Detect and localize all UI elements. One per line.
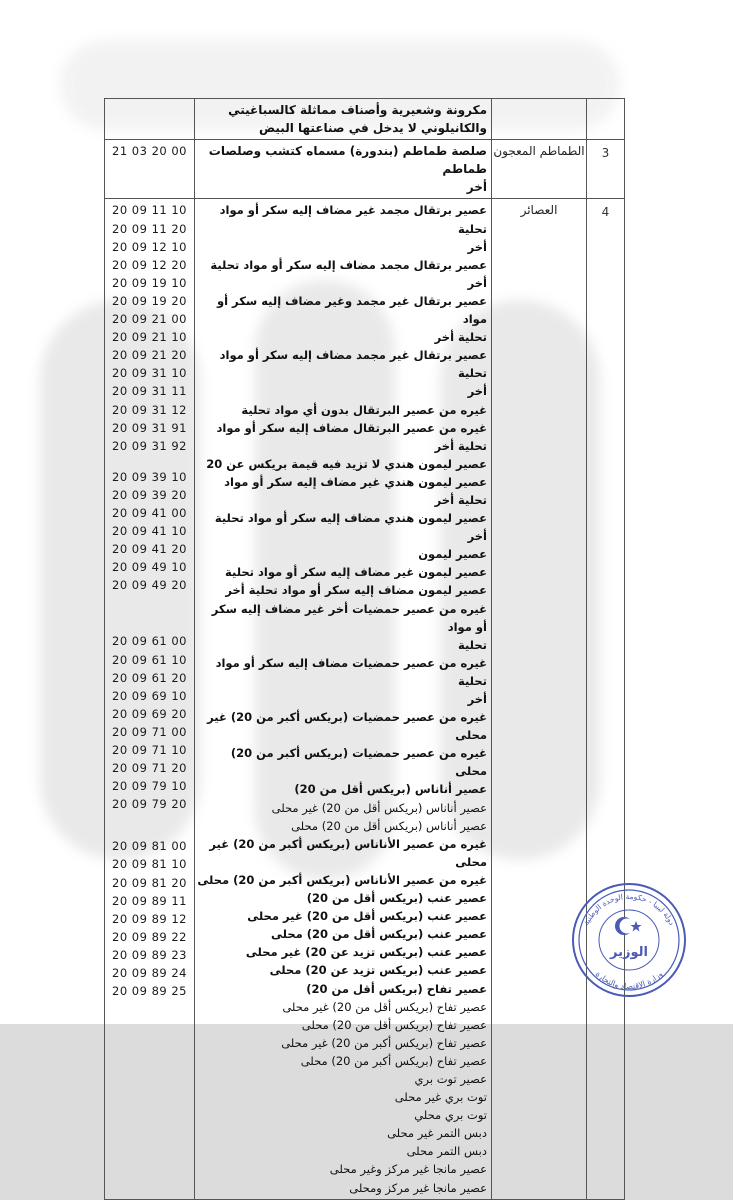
row-number: 3	[601, 146, 610, 161]
tariff-code: 20 09 49 10	[112, 560, 187, 575]
tariff-code: 20 09 21 00	[112, 312, 187, 327]
description-line: أخر	[467, 239, 487, 254]
description-line: توت بري محلي	[414, 1108, 487, 1123]
description-line: أخر	[467, 384, 487, 399]
tariff-code: 20 09 31 91	[112, 420, 187, 435]
tariff-code: 20 09 31 10	[112, 366, 187, 381]
tariff-code: 20 09 89 24	[112, 966, 187, 981]
tariff-code: 20 09 69 20	[112, 706, 187, 721]
product-name: العصائر	[520, 203, 558, 218]
description-line: عصير عنب (بريكس أقل من 20)	[306, 891, 487, 906]
table-row	[105, 99, 625, 140]
description-line: عصير برتقال غير مجمد وغير مضاف إليه سكر أو مواد	[216, 293, 487, 327]
description-line: مكرونة وشعيرية وأصناف مماثلة كالسباغيتي	[228, 103, 487, 117]
description-line: غيره من عصير حمضيات أخر غير مضاف إليه سكر أو مواد	[211, 601, 487, 634]
description-line: عصير تفاح (بريكس أكبر من 20) محلى	[300, 1053, 487, 1068]
description-line: غيره من عصير البرتقال بدون أي مواد تحلية	[241, 402, 487, 417]
official-seal	[566, 880, 692, 1000]
tariff-code: 20 09 79 20	[112, 797, 187, 812]
tariff-code: 20 09 71 10	[112, 743, 187, 757]
description-line: عصير توت بري	[414, 1071, 487, 1086]
description-line: توت بري غير محلى	[394, 1090, 487, 1105]
tariff-code: 20 09 12 10	[112, 239, 187, 254]
description-list	[195, 199, 491, 1198]
product-name: الطماطم المعجون	[493, 144, 585, 159]
description-cell	[195, 99, 492, 140]
description-line: عصير عنب (بريكس تزيد عن 20) غير محلى	[245, 945, 487, 960]
tariff-code: 20 09 12 20	[112, 257, 187, 272]
svg-text:وزارة الاقتصاد والتجارة	[594, 969, 665, 991]
seal-top-text: دولة ليبيا - حكومة الوحدة الوطنية	[581, 891, 677, 927]
tariff-code: 20 09 41 00	[112, 505, 187, 520]
tariff-code: 20 09 71 20	[112, 761, 187, 776]
description-line: عصير أناناس (بريكس أقل من 20) غير محلى	[271, 800, 487, 815]
description-line: تحلية	[458, 637, 487, 652]
description-line: عصير ليمون هندي غير مضاف إليه سكر أو مواد تحلية أخر	[224, 474, 487, 507]
description-line: عصير تفاح (بريكس أكبر من 20) غير محلى	[281, 1035, 487, 1050]
tariff-code: 20 09 89 23	[112, 947, 187, 962]
tariff-code: 20 09 89 22	[112, 929, 187, 944]
description-line: عصير عنب (بريكس تزيد عن 20) محلى	[269, 963, 487, 978]
code-cell	[105, 140, 195, 199]
description-line: غيره من عصير الأناناس (بريكس أكبر من 20) غير محلى	[209, 836, 487, 869]
description-line: عصير أناناس (بريكس أقل من 20)	[294, 782, 487, 797]
description-line: دبس التمر محلى	[406, 1144, 487, 1159]
description-cell	[195, 199, 492, 1199]
tariff-code: 20 09 71 00	[112, 724, 187, 739]
description-line: عصير مانجا غير مركز ومحلى	[349, 1180, 487, 1195]
crescent-star-icon	[615, 917, 642, 935]
number-cell	[587, 140, 625, 199]
tariff-code: 20 09 19 10	[112, 275, 187, 290]
table-row	[105, 140, 625, 199]
tariff-code: 20 09 39 20	[112, 487, 187, 502]
tariff-code: 20 09 49 20	[112, 578, 187, 593]
tariff-code: 20 09 61 20	[112, 670, 187, 685]
tariff-code: 20 09 19 20	[112, 293, 187, 308]
description-line: أخر	[467, 692, 487, 706]
tariff-code: 20 09 21 10	[112, 330, 187, 345]
seal-center-text: الوزير	[610, 945, 648, 960]
description-line: عصير ليمون هندي مضاف إليه سكر أو مواد تحلية أخر	[214, 511, 487, 544]
code-list	[105, 199, 194, 1000]
tariff-code: 20 09 69 10	[112, 688, 187, 703]
description-line: صلصة طماطم (بندورة) مسماه كتشب وصلصات طماطم	[208, 144, 487, 177]
description-line: عصير ليمون مضاف إليه سكر أو مواد تحلية أخر	[225, 583, 487, 598]
tariff-code: 20 09 89 25	[112, 984, 187, 999]
tariff-code: 20 09 31 92	[112, 438, 187, 453]
description-line: دبس التمر غير محلى	[387, 1126, 487, 1141]
tariff-code: 20 09 61 10	[112, 652, 187, 667]
description-line: عصير برتقال غير مجمد مضاف إليه سكر أو مواد تحلية	[219, 348, 487, 381]
description-line: عصير برتقال مجمد مضاف إليه سكر أو مواد تحلية أخر	[210, 257, 487, 290]
tariff-code: 20 09 11 20	[112, 221, 187, 236]
tariff-code: 20 09 11 10	[112, 203, 187, 218]
description-line: والكانيلوني لا يدخل في صناعتها البيض	[259, 121, 487, 136]
tariff-code: 20 09 21 20	[112, 348, 187, 363]
description-line: عصير ليمون غير مضاف إليه سكر أو مواد تحلية	[225, 565, 487, 580]
tariff-code: 20 09 61 00	[112, 634, 187, 649]
name-cell	[492, 199, 587, 1199]
tariff-table	[104, 98, 625, 1200]
description-line: عصير مانجا غير مركز وغير محلى	[329, 1162, 487, 1177]
code-cell	[105, 199, 195, 1199]
row-number: 4	[601, 205, 610, 220]
tariff-code: 20 09 81 20	[112, 875, 187, 890]
seal-bottom-text: وزارة الاقتصاد والتجارة	[593, 969, 665, 992]
tariff-code: 20 09 89 11	[112, 893, 187, 908]
description-line: عصير برتقال مجمد غير مضاف إليه سكر أو مواد تحلية	[219, 203, 487, 236]
tariff-code: 20 09 39 10	[112, 469, 187, 484]
description-line: عصير تفاح (بريكس أقل من 20) غير محلى	[282, 999, 487, 1014]
table-row	[105, 199, 625, 1199]
description-line: أخر	[466, 180, 487, 195]
number-cell	[587, 99, 625, 140]
tariff-code: 20 09 79 10	[112, 779, 187, 794]
tariff-code: 20 09 41 10	[112, 524, 187, 539]
name-cell	[492, 140, 587, 199]
spacer	[105, 455, 194, 468]
tariff-code: 21 03 20 00	[112, 144, 187, 159]
tariff-code: 20 09 31 11	[112, 384, 187, 399]
description-line: غيره من عصير الأناناس (بريكس أكبر من 20) محلى	[197, 872, 487, 887]
spacer	[105, 813, 194, 837]
description-cell	[195, 140, 492, 199]
description-line: غيره من عصير البرتقال مضاف إليه سكر أو مواد تحلية أخر	[216, 420, 487, 453]
spacer	[105, 594, 194, 632]
name-cell	[492, 99, 587, 140]
description-line: عصير عنب (بريكس أقل من 20) غير محلى	[247, 909, 487, 924]
tariff-code: 20 09 81 10	[112, 857, 187, 872]
description-line: عصير أناناس (بريكس أقل من 20) محلى	[291, 818, 487, 833]
code-cell	[105, 99, 195, 140]
description-line: عصير ليمون هندي لا تزيد فيه قيمة بريكس عن 20	[206, 456, 487, 471]
description-line: عصير ليمون	[418, 547, 487, 562]
description-line: تحلية أخر	[434, 330, 487, 345]
description-line: غيره من عصير حمضيات (بريكس أكبر من 20) محلى	[230, 746, 487, 779]
description-line: محلى	[455, 728, 487, 743]
tariff-code: 20 09 81 00	[112, 839, 187, 854]
description-line: غيره من عصير حمضيات (بريكس أكبر من 20) غير	[207, 710, 487, 725]
number-cell	[587, 199, 625, 1199]
description-line: عصير عنب (بريكس أقل من 20) محلى	[271, 927, 487, 942]
tariff-code: 20 09 89 12	[112, 911, 187, 926]
description-line: عصير تفاح (بريكس أقل من 20) محلى	[301, 1017, 487, 1032]
description-line: غيره من عصير حمضيات مضاف إليه سكر أو مواد تحلية	[215, 655, 487, 688]
description-line: عصير تفاح (بريكس أقل من 20)	[306, 981, 487, 996]
tariff-code: 20 09 31 12	[112, 402, 187, 417]
tariff-code: 20 09 41 20	[112, 542, 187, 557]
